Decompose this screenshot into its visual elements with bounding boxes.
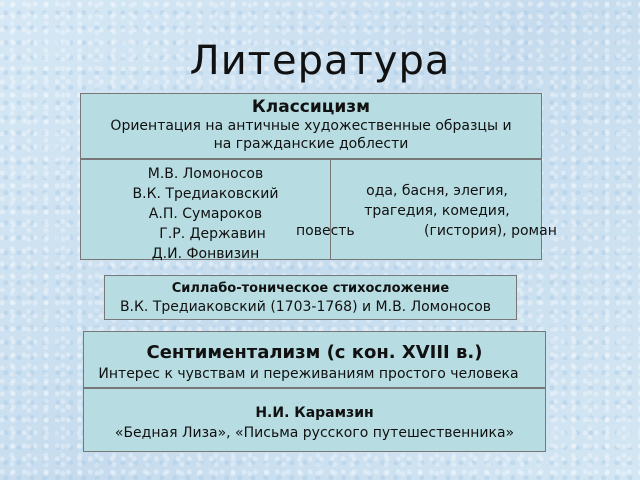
genres-line3-part2: (гистория), роман (424, 223, 557, 239)
slide-title: Литература (189, 38, 451, 84)
syllabo-tonic-heading: Силлабо-тоническое стихосложение (171, 281, 450, 296)
author-trediakovsky: В.К. Тредиаковский (132, 186, 279, 202)
classicism-genres-cell (330, 159, 542, 260)
syllabo-tonic-box (104, 275, 517, 320)
genres-line1: ода, басня, элегия, (366, 183, 508, 199)
author-sumarokov: А.П. Сумароков (148, 206, 263, 222)
karamzin-box (83, 388, 546, 452)
karamzin-works: «Бедная Лиза», «Письма русского путешественника» (114, 425, 515, 441)
sentimentalism-description: Интерес к чувствам и переживаниям простого человека (98, 366, 519, 382)
sentimentalism-heading: Сентиментализм (с кон. XVIII в.) (146, 342, 483, 363)
syllabo-tonic-description: В.К. Тредиаковский (1703-1768) и М.В. Ломоносов (119, 299, 492, 315)
classicism-description-line2: на гражданские доблести (213, 136, 409, 152)
sentimentalism-box (83, 331, 546, 388)
genres-line2: трагедия, комедия, (364, 203, 510, 219)
author-fonvizin: Д.И. Фонвизин (151, 246, 260, 262)
classicism-authors-cell (80, 159, 331, 260)
classicism-header-box (80, 93, 542, 159)
genres-line3-part1: повесть (296, 223, 355, 239)
classicism-description-line1: Ориентация на античные художественные образцы и (110, 118, 512, 134)
classicism-heading: Классицизм (251, 97, 371, 117)
author-derzhavin: Г.Р. Державин (159, 226, 266, 242)
author-lomonosov: М.В. Ломоносов (147, 166, 264, 182)
karamzin-author: Н.И. Карамзин (255, 405, 374, 421)
